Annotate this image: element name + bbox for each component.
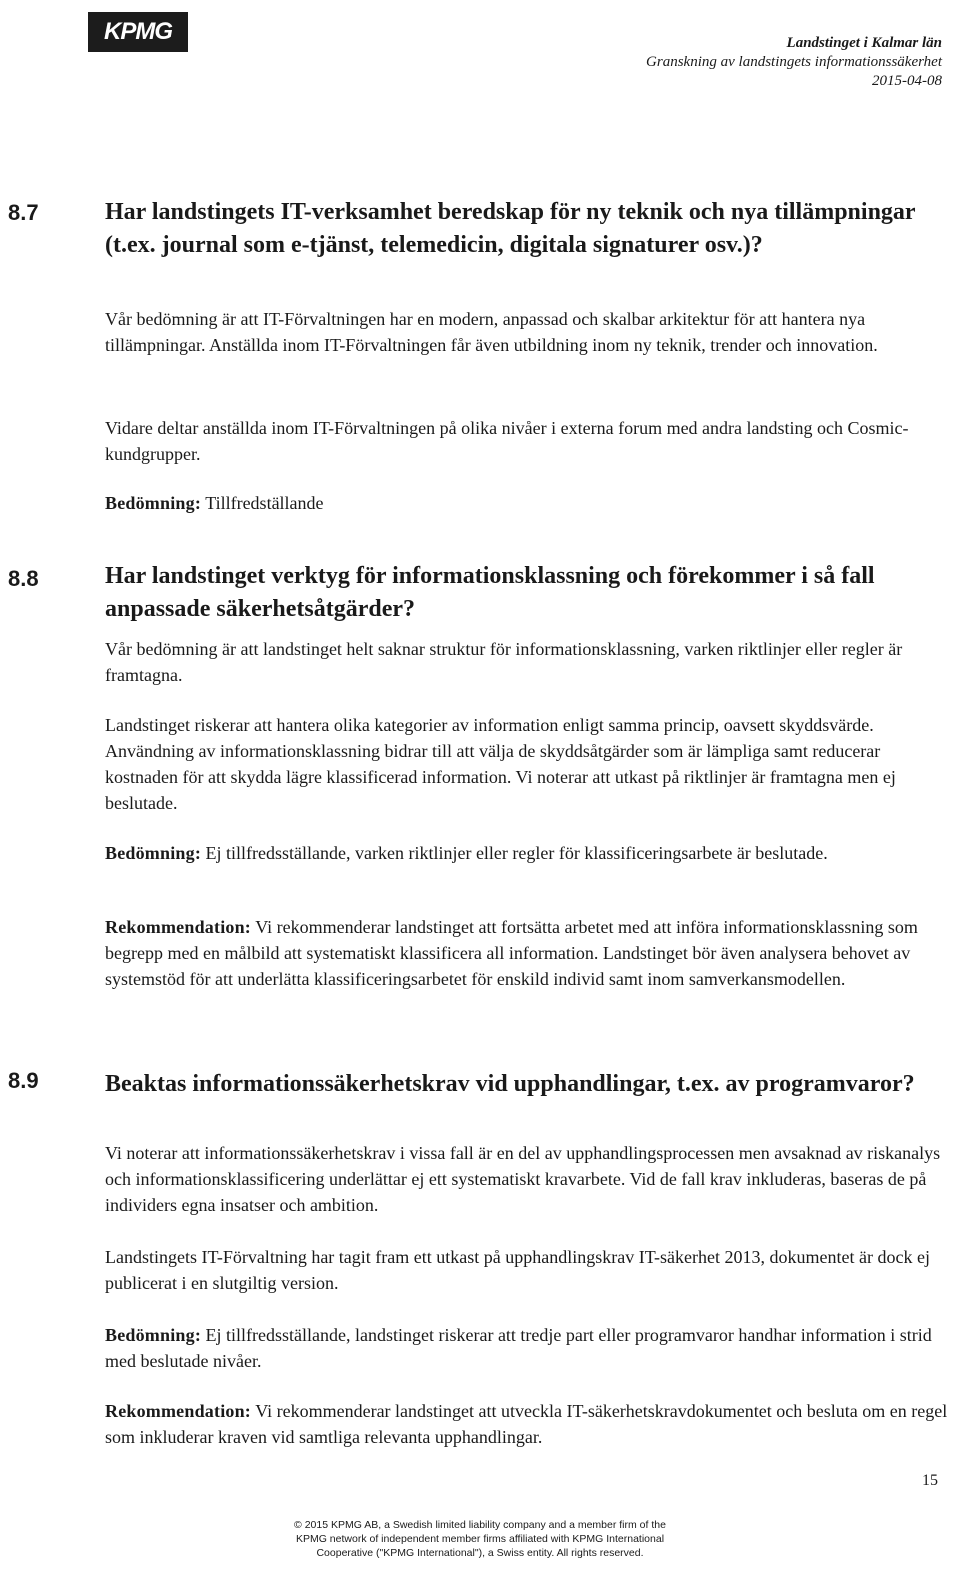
page-header: [646, 34, 942, 91]
section-number: 8.8: [8, 566, 39, 591]
header-date: 2015-04-08: [872, 73, 942, 89]
paragraph: Landstinget riskerar att hantera olika kategorier av information enligt samma princip, oavsett skyddsvärde. Användning av informationsklassning bidrar till att välja de skyddsåtgärder som är lämpliga samt reducerar kostnaden för att skydda lägre klassificerad information. Vi noterar att utkast på riktlinjer är framtagna men ej beslutade.: [105, 715, 896, 813]
paragraph: Vår bedömning är att landstinget helt saknar struktur för informationsklassning, varken riktlinjer eller regler är framtagna.: [105, 639, 903, 685]
assessment-text: Ej tillfredsställande, varken riktlinjer eller regler för klassificeringsarbete är beslutade.: [205, 843, 828, 863]
recommendation-label: Rekommendation:: [105, 917, 251, 937]
section-title: Har landstinget verktyg för informationsklassning och förekommer i så fall anpassade säkerhetsåtgärder?: [105, 563, 875, 622]
assessment: [105, 840, 950, 866]
paragraph: Vidare deltar anställda inom IT-Förvaltningen på olika nivåer i externa forum med andra landsting och Cosmic-kundgrupper.: [105, 418, 909, 464]
section-number: 8.9: [8, 1068, 39, 1093]
assessment-text: Tillfredställande: [205, 493, 324, 513]
recommendation-text: Vi rekommenderar landstinget att utveckla IT-säkerhetskravdokumentet och besluta om en regel som inkluderar kraven vid samtliga relevanta upphandlingar.: [105, 1401, 948, 1447]
copyright-footer: [240, 1518, 720, 1560]
kpmg-logo: KPMG: [88, 12, 188, 52]
footer-line: © 2015 KPMG AB, a Swedish limited liability company and a member firm of the: [294, 1519, 666, 1531]
paragraph: Vi noterar att informationssäkerhetskrav i vissa fall är en del av upphandlingsprocessen men avsaknad av riskanalys och informationsklassificering underlättar ej ett systematiskt kravarbete. Vid de fall krav inkluderas, baseras de på individers egna insatser och ambition.: [105, 1143, 941, 1215]
recommendation: [105, 1398, 950, 1450]
assessment-text: Ej tillfredsställande, landstinget riskerar att tredje part eller programvaror handhar information i strid med beslutade nivåer.: [105, 1325, 932, 1371]
assessment: [105, 490, 950, 516]
section-title: Beaktas informationssäkerhetskrav vid upphandlingar, t.ex. av programvaror?: [105, 1071, 915, 1097]
recommendation-text: Vi rekommenderar landstinget att fortsätta arbetet med att införa informationsklassning som begrepp med en målbild att systematiskt klassificera all information. Landstinget bör även analysera behovet av systemstöd för att underlätta klassificeringsarbetet för enskild individ samt inom samverkansmodellen.: [105, 917, 918, 989]
section-number: 8.7: [8, 200, 39, 225]
footer-line: KPMG network of independent member firms affiliated with KPMG International: [295, 1533, 665, 1545]
assessment: [105, 1322, 950, 1374]
assessment-label: Bedömning:: [105, 493, 202, 513]
header-organization: Landstinget i Kalmar län: [786, 35, 942, 51]
recommendation: [105, 914, 950, 992]
paragraph: Landstingets IT-Förvaltning har tagit fram ett utkast på upphandlingskrav IT-säkerhet 2013, dokumentet är dock ej publicerat i en slutgiltig version.: [105, 1247, 930, 1293]
page-number: 15: [922, 1472, 938, 1489]
recommendation-label: Rekommendation:: [105, 1401, 251, 1421]
assessment-label: Bedömning:: [105, 843, 202, 863]
footer-line: Cooperative ("KPMG International"), a Swiss entity. All rights reserved.: [316, 1547, 644, 1559]
paragraph: Vår bedömning är att IT-Förvaltningen har en modern, anpassad och skalbar arkitektur för att hantera nya tillämpningar. Anställda inom IT-Förvaltningen får även utbildning inom ny teknik, trender och innovation.: [105, 309, 878, 355]
section-title: Har landstingets IT-verksamhet beredskap för ny teknik och nya tillämpningar (t.ex. journal som e-tjänst, telemedicin, digitala signaturer osv.)?: [105, 199, 916, 258]
header-report-title: Granskning av landstingets informationssäkerhet: [646, 54, 942, 70]
assessment-label: Bedömning:: [105, 1325, 202, 1345]
